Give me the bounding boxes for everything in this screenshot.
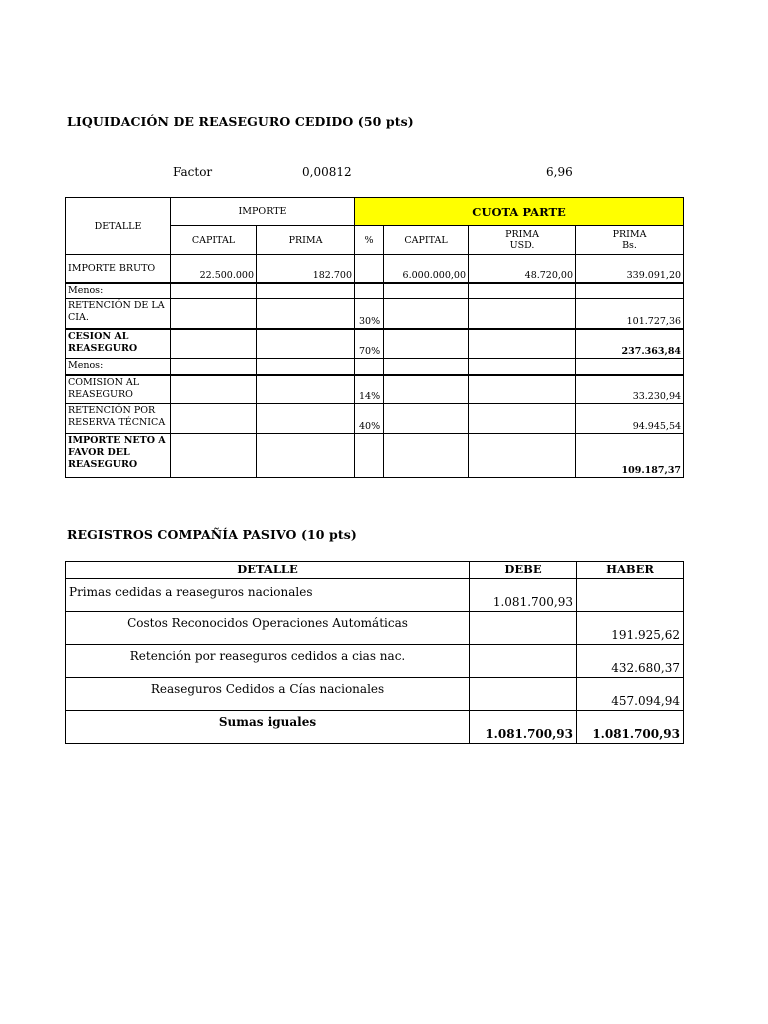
row-capital: 22.500.000 <box>171 255 257 283</box>
totals-debe: 1.081.700,93 <box>470 711 577 744</box>
row-prima <box>257 375 355 404</box>
row-cp-capital: 6.000.000,00 <box>384 255 469 283</box>
table-row <box>66 375 684 404</box>
section2-title: REGISTROS COMPAÑÍA PASIVO (10 pts) <box>67 527 357 542</box>
table-row <box>66 329 684 359</box>
row-pct: 30% <box>355 299 384 329</box>
row-capital <box>171 434 257 478</box>
row-prima <box>257 299 355 329</box>
row-prima <box>257 329 355 359</box>
row-haber: 191.925,62 <box>577 612 684 645</box>
row-cp-capital <box>384 283 469 299</box>
table-row <box>66 255 684 283</box>
exchange-rate: 6,96 <box>546 165 573 179</box>
header-prima-usd-line2: USD. <box>509 240 535 251</box>
row-debe: 1.081.700,93 <box>470 579 577 612</box>
row-prima-usd <box>469 359 576 375</box>
table-row <box>66 612 684 645</box>
row-capital <box>171 359 257 375</box>
table-row <box>66 299 684 329</box>
table-row <box>66 645 684 678</box>
header-cuota-parte: CUOTA PARTE <box>355 198 684 226</box>
totals-row <box>66 711 684 744</box>
table-row <box>66 678 684 711</box>
header-prima-usd-line1: PRIMA <box>505 229 539 240</box>
row-detalle: Reaseguros Cedidos a Cías nacionales <box>66 678 470 711</box>
row-pct <box>355 255 384 283</box>
row-cp-capital <box>384 299 469 329</box>
header-pct: % <box>355 226 384 255</box>
row-label: RETENCIÓN POR RESERVA TÉCNICA <box>66 404 171 434</box>
row-prima-usd <box>469 375 576 404</box>
row-label: RETENCIÓN DE LA CIA. <box>66 299 171 329</box>
row-pct: 70% <box>355 329 384 359</box>
header-prima-bs <box>576 226 684 255</box>
row-prima-usd <box>469 329 576 359</box>
header-capital: CAPITAL <box>171 226 257 255</box>
row-prima-bs: 237.363,84 <box>576 329 684 359</box>
row-pct <box>355 359 384 375</box>
header-detalle: DETALLE <box>66 562 470 579</box>
header-detalle: DETALLE <box>66 198 171 255</box>
row-prima <box>257 404 355 434</box>
header-prima: PRIMA <box>257 226 355 255</box>
row-label: IMPORTE BRUTO <box>66 255 171 283</box>
factor-label: Factor <box>173 165 213 179</box>
header-cp-capital: CAPITAL <box>384 226 469 255</box>
row-cp-capital <box>384 434 469 478</box>
table-row <box>66 359 684 375</box>
row-prima-usd <box>469 404 576 434</box>
row-label: COMISION AL REASEGURO <box>66 375 171 404</box>
row-label: Menos: <box>66 359 171 375</box>
row-debe <box>470 645 577 678</box>
row-debe <box>470 612 577 645</box>
row-capital <box>171 299 257 329</box>
row-prima <box>257 283 355 299</box>
row-haber: 457.094,94 <box>577 678 684 711</box>
row-prima-bs: 33.230,94 <box>576 375 684 404</box>
row-prima <box>257 359 355 375</box>
row-capital <box>171 283 257 299</box>
row-prima-bs: 94.945,54 <box>576 404 684 434</box>
row-prima-usd <box>469 434 576 478</box>
row-detalle: Costos Reconocidos Operaciones Automáticas <box>66 612 470 645</box>
totals-haber: 1.081.700,93 <box>577 711 684 744</box>
row-prima-bs: 339.091,20 <box>576 255 684 283</box>
header-row <box>66 562 684 579</box>
row-debe <box>470 678 577 711</box>
table-row <box>66 404 684 434</box>
table-row <box>66 434 684 478</box>
row-label: Menos: <box>66 283 171 299</box>
row-pct: 14% <box>355 375 384 404</box>
journal-entries-table <box>65 561 684 744</box>
row-prima-bs <box>576 359 684 375</box>
header-debe: DEBE <box>470 562 577 579</box>
row-prima-usd: 48.720,00 <box>469 255 576 283</box>
row-prima-bs: 101.727,36 <box>576 299 684 329</box>
header-haber: HABER <box>577 562 684 579</box>
row-pct <box>355 283 384 299</box>
row-prima: 182.700 <box>257 255 355 283</box>
row-cp-capital <box>384 375 469 404</box>
row-cp-capital <box>384 329 469 359</box>
row-label: CESION AL REASEGURO <box>66 329 171 359</box>
row-cp-capital <box>384 404 469 434</box>
header-prima-bs-line2: Bs. <box>622 240 637 251</box>
row-prima-bs: 109.187,37 <box>576 434 684 478</box>
header-row-1 <box>66 198 684 226</box>
totals-label: Sumas iguales <box>66 711 470 744</box>
row-capital <box>171 404 257 434</box>
factor-value: 0,00812 <box>302 165 352 179</box>
row-prima-usd <box>469 299 576 329</box>
row-prima <box>257 434 355 478</box>
row-cp-capital <box>384 359 469 375</box>
row-detalle: Primas cedidas a reaseguros nacionales <box>66 579 470 612</box>
table-row <box>66 283 684 299</box>
row-capital <box>171 329 257 359</box>
row-haber <box>577 579 684 612</box>
section1-title: LIQUIDACIÓN DE REASEGURO CEDIDO (50 pts) <box>67 114 414 129</box>
header-prima-bs-line1: PRIMA <box>612 229 647 240</box>
row-haber: 432.680,37 <box>577 645 684 678</box>
row-prima-bs <box>576 283 684 299</box>
reinsurance-settlement-table <box>65 197 684 478</box>
row-pct: 40% <box>355 404 384 434</box>
row-pct <box>355 434 384 478</box>
row-label: IMPORTE NETO A FAVOR DEL REASEGURO <box>66 434 171 478</box>
header-importe: IMPORTE <box>171 198 355 226</box>
table-row <box>66 579 684 612</box>
row-prima-usd <box>469 283 576 299</box>
row-detalle: Retención por reaseguros cedidos a cias nac. <box>66 645 470 678</box>
row-capital <box>171 375 257 404</box>
header-prima-usd <box>469 226 576 255</box>
